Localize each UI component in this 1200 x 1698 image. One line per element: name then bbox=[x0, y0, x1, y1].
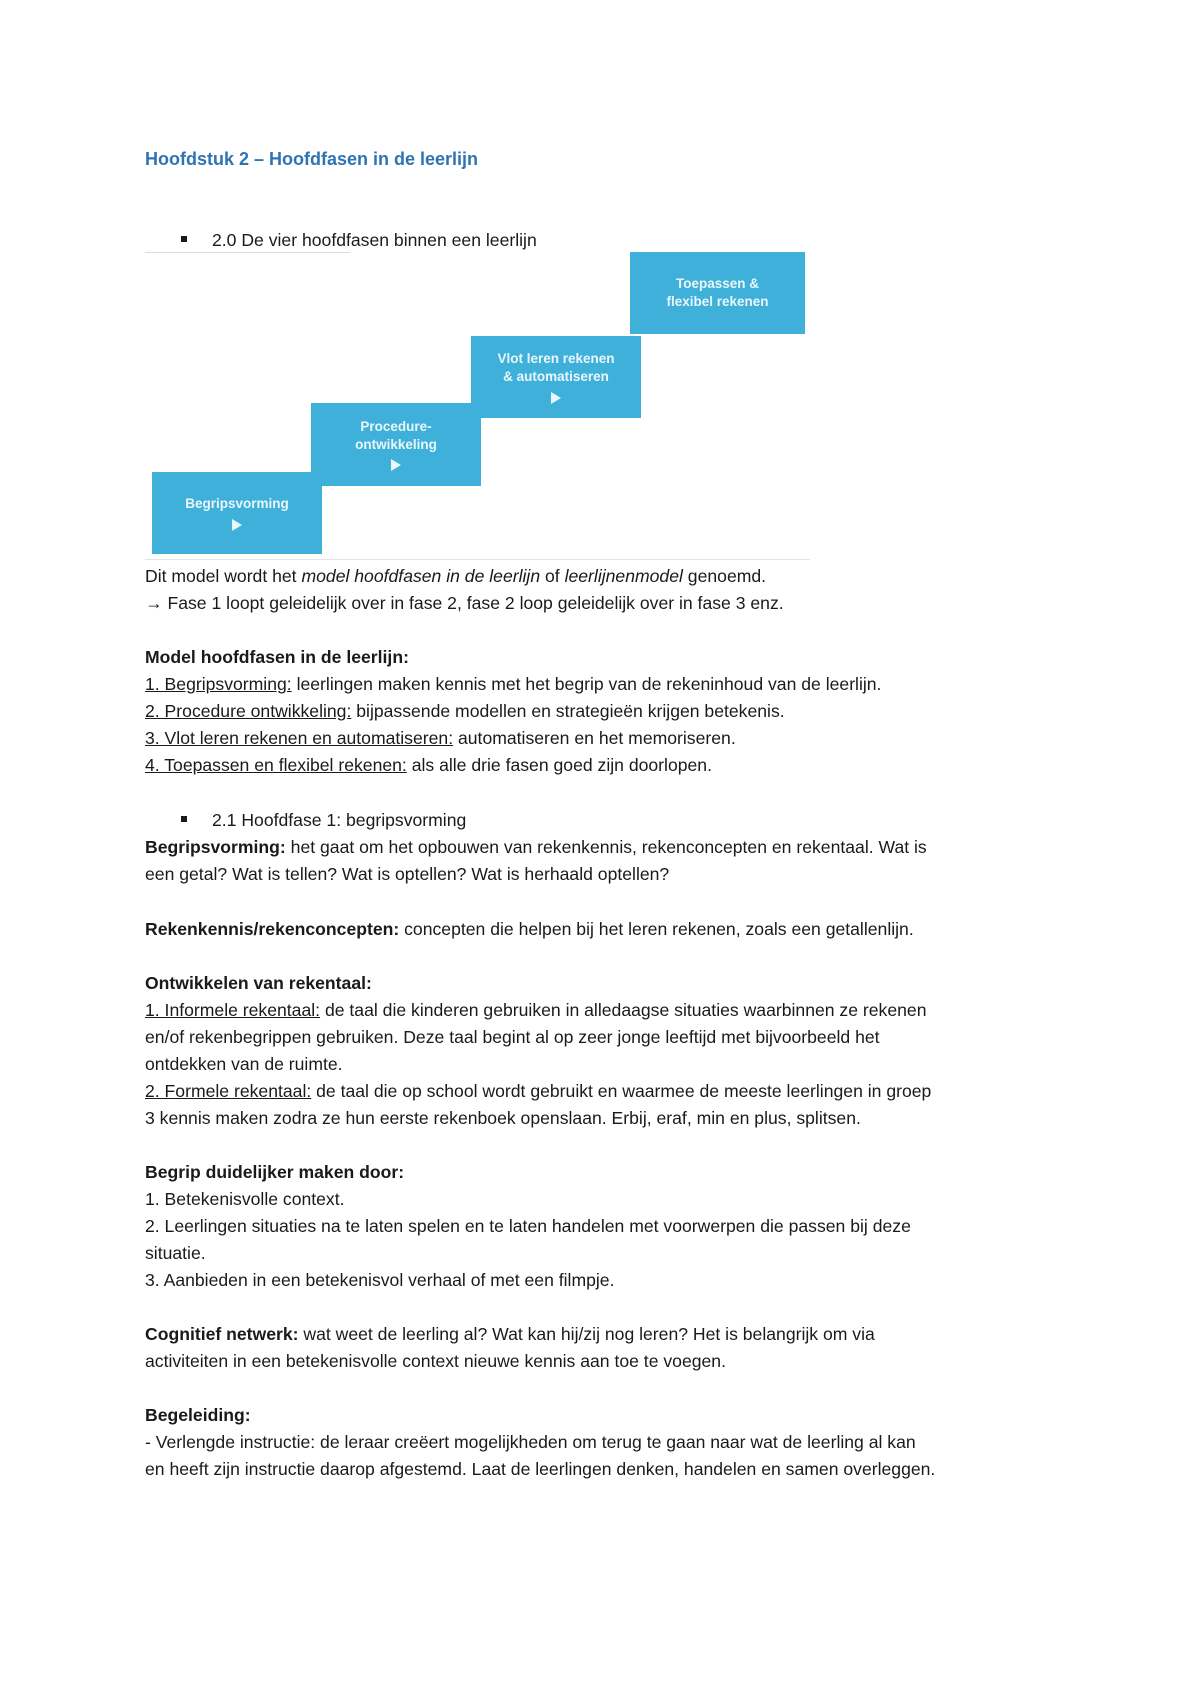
model-item-text: automatiseren en het memoriseren. bbox=[453, 728, 736, 748]
phases-staircase-diagram bbox=[145, 250, 810, 560]
section-2-1-bullet bbox=[181, 812, 466, 830]
model-intro-post: genoemd. bbox=[682, 566, 767, 586]
model-item-term: 2. Procedure ontwikkeling: bbox=[145, 701, 352, 721]
formeel-line-2: 3 kennis maken zodra ze hun eerste rekenboek openslaan. Erbij, eraf, min en plus, splitsen. bbox=[145, 1108, 861, 1128]
begrip-item-1: 1. Betekenisvolle context. bbox=[145, 1189, 345, 1209]
diagram-step-vlot-rekenen bbox=[471, 336, 641, 418]
square-bullet-icon bbox=[181, 236, 187, 242]
begripsvorming-line-2: een getal? Wat is tellen? Wat is optellen? Wat is herhaald optellen? bbox=[145, 864, 670, 884]
informeel-line-1 bbox=[145, 1002, 926, 1020]
rekenkennis-term: Rekenkennis/rekenconcepten: bbox=[145, 919, 400, 939]
informeel-term: 1. Informele rekentaal: bbox=[145, 1000, 321, 1020]
play-triangle-icon bbox=[391, 459, 401, 471]
model-intro-italic-1: model hoofdfasen in de leerlijn bbox=[301, 566, 541, 586]
model-intro-mid: of bbox=[540, 566, 565, 586]
model-item-4 bbox=[145, 757, 712, 775]
model-item-text: bijpassende modellen en strategieën krijgen betekenis. bbox=[351, 701, 785, 721]
step-label: Procedure- ontwikkeling bbox=[355, 418, 437, 452]
model-item-1 bbox=[145, 676, 881, 694]
model-item-text: leerlingen maken kennis met het begrip van de rekeninhoud van de leerlijn. bbox=[291, 674, 882, 694]
begrip-title: Begrip duidelijker maken door: bbox=[145, 1162, 405, 1182]
model-item-term: 1. Begripsvorming: bbox=[145, 674, 292, 694]
formeel-text: de taal die op school wordt gebruikt en waarmee de meeste leerlingen in groep bbox=[311, 1081, 932, 1101]
section-2-0-bullet bbox=[181, 232, 537, 250]
cognitief-text: wat weet de leerling al? Wat kan hij/zij nog leren? Het is belangrijk om via bbox=[298, 1324, 875, 1344]
cognitief-line-1 bbox=[145, 1326, 875, 1344]
begeleiding-line-2: en heeft zijn instructie daarop afgestemd. Laat de leerlingen denken, handelen en samen overleggen. bbox=[145, 1459, 936, 1479]
begrip-item-2-line-2: situatie. bbox=[145, 1243, 206, 1263]
rekentaal-title: Ontwikkelen van rekentaal: bbox=[145, 973, 372, 993]
cognitief-line-2: activiteiten in een betekenisvolle context nieuwe kennis aan toe te voegen. bbox=[145, 1351, 726, 1371]
section-2-1-title: 2.1 Hoofdfase 1: begripsvorming bbox=[212, 810, 467, 830]
informeel-text: de taal die kinderen gebruiken in alledaagse situaties waarbinnen ze rekenen bbox=[320, 1000, 927, 1020]
begripsvorming-text: het gaat om het opbouwen van rekenkennis, rekenconcepten en rekentaal. Wat is bbox=[285, 837, 927, 857]
step-label: Toepassen & flexibel rekenen bbox=[666, 276, 769, 309]
arrow-line: → Fase 1 loopt geleidelijk over in fase 2, fase 2 loop geleidelijk over in fase 3 enz. bbox=[145, 593, 784, 613]
step-label: Vlot leren rekenen & automatiseren bbox=[497, 351, 615, 384]
model-item-3 bbox=[145, 730, 736, 748]
begripsvorming-term: Begripsvorming: bbox=[145, 837, 286, 857]
model-intro-pre: Dit model wordt het bbox=[145, 566, 302, 586]
diagram-divider-bottom bbox=[145, 559, 810, 560]
square-bullet-icon bbox=[181, 816, 187, 822]
diagram-step-begripsvorming bbox=[152, 472, 322, 554]
diagram-divider-top bbox=[145, 252, 350, 253]
begrip-item-2-line-1: 2. Leerlingen situaties na te laten spelen en te laten handelen met voorwerpen die passen bij deze bbox=[145, 1216, 911, 1236]
rekenkennis-line bbox=[145, 921, 914, 939]
cognitief-term: Cognitief netwerk: bbox=[145, 1324, 299, 1344]
rekenkennis-text: concepten die helpen bij het leren rekenen, zoals een getallenlijn. bbox=[399, 919, 914, 939]
play-triangle-icon bbox=[232, 519, 242, 531]
formeel-term: 2. Formele rekentaal: bbox=[145, 1081, 312, 1101]
begrip-item-3: 3. Aanbieden in een betekenisvol verhaal of met een filmpje. bbox=[145, 1270, 615, 1290]
formeel-line-1 bbox=[145, 1083, 931, 1101]
begeleiding-line-1: - Verlengde instructie: de leraar creëert mogelijkheden om terug te gaan naar wat de leerling al kan bbox=[145, 1432, 916, 1452]
section-2-0-title: 2.0 De vier hoofdfasen binnen een leerlijn bbox=[212, 230, 537, 250]
begeleiding-title: Begeleiding: bbox=[145, 1405, 251, 1425]
model-title: Model hoofdfasen in de leerlijn: bbox=[145, 647, 409, 667]
model-item-term: 3. Vlot leren rekenen en automatiseren: bbox=[145, 728, 454, 748]
begripsvorming-line-1 bbox=[145, 839, 927, 857]
model-item-text: als alle drie fasen goed zijn doorlopen. bbox=[406, 755, 712, 775]
informeel-line-3: ontdekken van de ruimte. bbox=[145, 1054, 343, 1074]
diagram-step-toepassen bbox=[630, 252, 805, 334]
model-intro-text bbox=[145, 568, 766, 586]
informeel-line-2: en/of rekenbegrippen gebruiken. Deze taal begint al op zeer jonge leeftijd met bijvoorbeeld het bbox=[145, 1027, 880, 1047]
chapter-heading: Hoofdstuk 2 – Hoofdfasen in de leerlijn bbox=[145, 149, 479, 169]
model-item-term: 4. Toepassen en flexibel rekenen: bbox=[145, 755, 407, 775]
play-triangle-icon bbox=[551, 392, 561, 404]
diagram-step-procedure-ontwikkeling bbox=[311, 403, 481, 486]
model-intro-italic-2: leerlijnenmodel bbox=[564, 566, 683, 586]
model-item-2 bbox=[145, 703, 785, 721]
step-label: Begripsvorming bbox=[185, 496, 289, 512]
